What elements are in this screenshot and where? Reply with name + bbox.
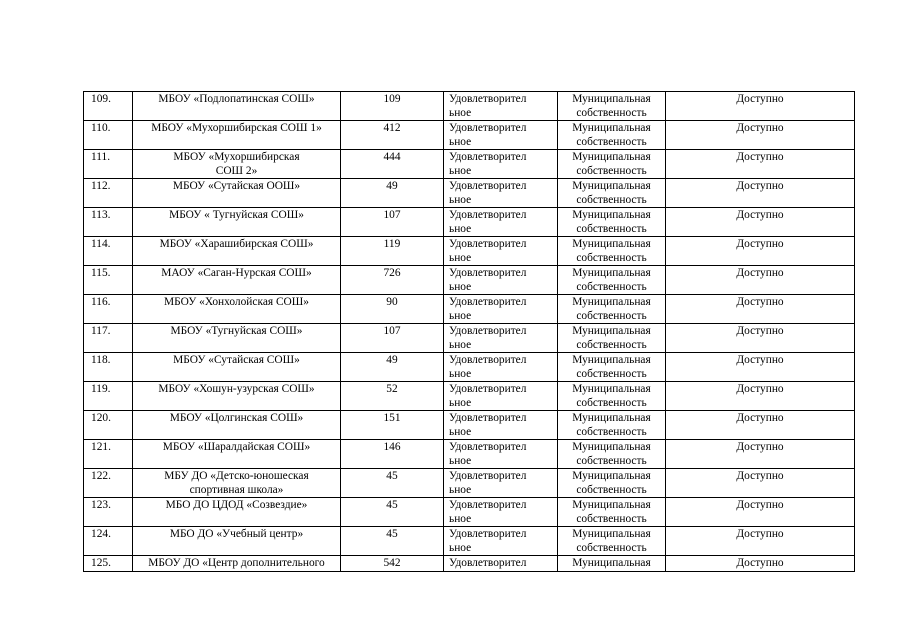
condition-cell bbox=[444, 121, 558, 150]
condition-cell bbox=[444, 324, 558, 353]
condition-line: ьное bbox=[449, 542, 472, 554]
condition-line: ьное bbox=[449, 426, 472, 438]
ownership-line: Муниципальная bbox=[572, 557, 651, 569]
capacity-cell: 726 bbox=[341, 266, 444, 295]
condition-line: Удовлетворител bbox=[449, 354, 527, 366]
table-row bbox=[84, 498, 855, 527]
condition-line: Удовлетворител bbox=[449, 528, 527, 540]
row-number-cell: 118. bbox=[84, 353, 133, 382]
ownership-cell bbox=[558, 179, 666, 208]
condition-cell bbox=[444, 556, 558, 572]
ownership-line: собственность bbox=[576, 107, 647, 119]
institution-name-line: МБОУ «Хошун-узурская СОШ» bbox=[158, 383, 315, 395]
row-number-cell: 124. bbox=[84, 527, 133, 556]
condition-line: ьное bbox=[449, 281, 472, 293]
condition-line: ьное bbox=[449, 455, 472, 467]
ownership-line: собственность bbox=[576, 194, 647, 206]
table-row bbox=[84, 150, 855, 179]
capacity-cell: 542 bbox=[341, 556, 444, 572]
condition-line: Удовлетворител bbox=[449, 180, 527, 192]
condition-line: Удовлетворител bbox=[449, 93, 527, 105]
ownership-line: Муниципальная bbox=[572, 441, 651, 453]
condition-line: ьное bbox=[449, 223, 472, 235]
condition-cell bbox=[444, 498, 558, 527]
capacity-cell: 52 bbox=[341, 382, 444, 411]
ownership-cell bbox=[558, 92, 666, 121]
ownership-line: собственность bbox=[576, 281, 647, 293]
condition-cell bbox=[444, 295, 558, 324]
ownership-line: Муниципальная bbox=[572, 325, 651, 337]
institution-name-line: МАОУ «Саган-Нурская СОШ» bbox=[161, 267, 312, 279]
ownership-cell bbox=[558, 556, 666, 572]
accessibility-cell: Доступно bbox=[666, 237, 855, 266]
condition-line: ьное bbox=[449, 397, 472, 409]
ownership-line: собственность bbox=[576, 484, 647, 496]
accessibility-cell: Доступно bbox=[666, 382, 855, 411]
table-row bbox=[84, 208, 855, 237]
accessibility-cell: Доступно bbox=[666, 527, 855, 556]
institution-name-cell bbox=[133, 179, 341, 208]
institution-name-cell bbox=[133, 440, 341, 469]
table-row bbox=[84, 237, 855, 266]
capacity-cell: 444 bbox=[341, 150, 444, 179]
institution-name-line: МБОУ «Подлопатинская СОШ» bbox=[158, 93, 315, 105]
ownership-line: Муниципальная bbox=[572, 412, 651, 424]
institution-name-cell bbox=[133, 382, 341, 411]
condition-line: ьное bbox=[449, 368, 472, 380]
ownership-line: Муниципальная bbox=[572, 180, 651, 192]
ownership-cell bbox=[558, 324, 666, 353]
ownership-line: Муниципальная bbox=[572, 499, 651, 511]
capacity-cell: 412 bbox=[341, 121, 444, 150]
capacity-cell: 109 bbox=[341, 92, 444, 121]
ownership-line: Муниципальная bbox=[572, 209, 651, 221]
accessibility-cell: Доступно bbox=[666, 440, 855, 469]
condition-line: Удовлетворител bbox=[449, 499, 527, 511]
condition-line: Удовлетворител bbox=[449, 412, 527, 424]
institution-name-line: МБОУ ДО «Центр дополнительного bbox=[148, 557, 325, 569]
condition-cell bbox=[444, 266, 558, 295]
accessibility-cell: Доступно bbox=[666, 556, 855, 572]
ownership-cell bbox=[558, 498, 666, 527]
row-number-cell: 116. bbox=[84, 295, 133, 324]
institution-name-cell bbox=[133, 208, 341, 237]
institutions-table bbox=[83, 91, 855, 572]
row-number-cell: 117. bbox=[84, 324, 133, 353]
row-number-cell: 121. bbox=[84, 440, 133, 469]
institution-name-line: СОШ 2» bbox=[215, 165, 258, 177]
capacity-cell: 107 bbox=[341, 324, 444, 353]
ownership-cell bbox=[558, 208, 666, 237]
institution-name-cell bbox=[133, 527, 341, 556]
accessibility-cell: Доступно bbox=[666, 411, 855, 440]
row-number-cell: 114. bbox=[84, 237, 133, 266]
condition-line: ьное bbox=[449, 484, 472, 496]
institution-name-cell bbox=[133, 295, 341, 324]
condition-line: ьное bbox=[449, 339, 472, 351]
condition-cell bbox=[444, 527, 558, 556]
table-row bbox=[84, 121, 855, 150]
table-row bbox=[84, 382, 855, 411]
condition-line: Удовлетворител bbox=[449, 122, 527, 134]
capacity-cell: 45 bbox=[341, 527, 444, 556]
ownership-line: собственность bbox=[576, 136, 647, 148]
ownership-cell bbox=[558, 382, 666, 411]
ownership-line: Муниципальная bbox=[572, 296, 651, 308]
table-row bbox=[84, 353, 855, 382]
ownership-line: собственность bbox=[576, 339, 647, 351]
ownership-line: собственность bbox=[576, 397, 647, 409]
ownership-line: Муниципальная bbox=[572, 528, 651, 540]
table-row bbox=[84, 179, 855, 208]
institution-name-line: МБОУ «Сутайская СОШ» bbox=[173, 354, 300, 366]
capacity-cell: 49 bbox=[341, 353, 444, 382]
ownership-line: собственность bbox=[576, 310, 647, 322]
ownership-cell bbox=[558, 295, 666, 324]
condition-cell bbox=[444, 208, 558, 237]
table-row bbox=[84, 266, 855, 295]
row-number-cell: 110. bbox=[84, 121, 133, 150]
table-row bbox=[84, 556, 855, 572]
condition-line: ьное bbox=[449, 252, 472, 264]
institution-name-line: МБОУ « Тугнуйская СОШ» bbox=[169, 209, 304, 221]
institution-name-line: спортивная школа» bbox=[189, 484, 284, 496]
accessibility-cell: Доступно bbox=[666, 92, 855, 121]
condition-cell bbox=[444, 440, 558, 469]
institution-name-cell bbox=[133, 353, 341, 382]
table-row bbox=[84, 92, 855, 121]
institution-name-cell bbox=[133, 498, 341, 527]
ownership-cell bbox=[558, 411, 666, 440]
ownership-line: собственность bbox=[576, 455, 647, 467]
institution-name-cell bbox=[133, 92, 341, 121]
institution-name-line: МБУ ДО «Детско-юношеская bbox=[164, 470, 309, 482]
capacity-cell: 107 bbox=[341, 208, 444, 237]
institution-name-line: МБОУ «Тугнуйская СОШ» bbox=[170, 325, 303, 337]
ownership-cell bbox=[558, 440, 666, 469]
ownership-line: собственность bbox=[576, 513, 647, 525]
condition-line: Удовлетворител bbox=[449, 325, 527, 337]
ownership-cell bbox=[558, 469, 666, 498]
ownership-cell bbox=[558, 353, 666, 382]
ownership-cell bbox=[558, 527, 666, 556]
institution-name-line: МБОУ «Цолгинская СОШ» bbox=[169, 412, 304, 424]
ownership-cell bbox=[558, 266, 666, 295]
accessibility-cell: Доступно bbox=[666, 150, 855, 179]
row-number-cell: 120. bbox=[84, 411, 133, 440]
table-row bbox=[84, 324, 855, 353]
condition-line: Удовлетворител bbox=[449, 238, 527, 250]
institution-name-line: МБО ДО ЦДОД «Созвездие» bbox=[165, 499, 308, 511]
condition-line: ьное bbox=[449, 107, 472, 119]
row-number-cell: 119. bbox=[84, 382, 133, 411]
table-row bbox=[84, 469, 855, 498]
table-row bbox=[84, 527, 855, 556]
condition-line: ьное bbox=[449, 136, 472, 148]
ownership-line: собственность bbox=[576, 368, 647, 380]
institution-name-line: МБО ДО «Учебный центр» bbox=[169, 528, 304, 540]
institution-name-cell bbox=[133, 324, 341, 353]
institution-name-cell bbox=[133, 411, 341, 440]
institution-name-line: МБОУ «Хонхолойская СОШ» bbox=[164, 296, 309, 308]
condition-line: ьное bbox=[449, 310, 472, 322]
condition-line: Удовлетворител bbox=[449, 267, 527, 279]
ownership-line: собственность bbox=[576, 426, 647, 438]
condition-cell bbox=[444, 237, 558, 266]
condition-line: ьное bbox=[449, 165, 472, 177]
table-row bbox=[84, 295, 855, 324]
accessibility-cell: Доступно bbox=[666, 295, 855, 324]
condition-line: Удовлетворител bbox=[449, 383, 527, 395]
institution-name-cell bbox=[133, 469, 341, 498]
capacity-cell: 146 bbox=[341, 440, 444, 469]
institution-name-line: МБОУ «Харашибирская СОШ» bbox=[159, 238, 314, 250]
condition-cell bbox=[444, 411, 558, 440]
row-number-cell: 115. bbox=[84, 266, 133, 295]
condition-line: Удовлетворител bbox=[449, 296, 527, 308]
ownership-line: Муниципальная bbox=[572, 470, 651, 482]
institution-name-line: МБОУ «Мухоршибирская bbox=[173, 151, 300, 163]
ownership-line: Муниципальная bbox=[572, 122, 651, 134]
condition-line: Удовлетворител bbox=[449, 441, 527, 453]
ownership-line: Муниципальная bbox=[572, 93, 651, 105]
condition-line: Удовлетворител bbox=[449, 470, 527, 482]
condition-cell bbox=[444, 382, 558, 411]
condition-line: ьное bbox=[449, 194, 472, 206]
capacity-cell: 90 bbox=[341, 295, 444, 324]
institution-name-cell bbox=[133, 237, 341, 266]
condition-cell bbox=[444, 179, 558, 208]
capacity-cell: 49 bbox=[341, 179, 444, 208]
condition-line: Удовлетворител bbox=[449, 209, 527, 221]
accessibility-cell: Доступно bbox=[666, 179, 855, 208]
accessibility-cell: Доступно bbox=[666, 324, 855, 353]
ownership-line: собственность bbox=[576, 223, 647, 235]
ownership-line: Муниципальная bbox=[572, 354, 651, 366]
condition-line: Удовлетворител bbox=[449, 151, 527, 163]
capacity-cell: 45 bbox=[341, 469, 444, 498]
institution-name-cell bbox=[133, 266, 341, 295]
row-number-cell: 112. bbox=[84, 179, 133, 208]
table-row bbox=[84, 440, 855, 469]
ownership-line: Муниципальная bbox=[572, 383, 651, 395]
condition-cell bbox=[444, 353, 558, 382]
institution-name-cell bbox=[133, 556, 341, 572]
ownership-cell bbox=[558, 150, 666, 179]
ownership-line: собственность bbox=[576, 542, 647, 554]
condition-line: Удовлетворител bbox=[449, 557, 527, 569]
table-row bbox=[84, 411, 855, 440]
institution-name-line: МБОУ «Сутайская ООШ» bbox=[172, 180, 301, 192]
ownership-cell bbox=[558, 237, 666, 266]
capacity-cell: 151 bbox=[341, 411, 444, 440]
institution-name-line: МБОУ «Шаралдайская СОШ» bbox=[162, 441, 311, 453]
row-number-cell: 111. bbox=[84, 150, 133, 179]
ownership-line: Муниципальная bbox=[572, 238, 651, 250]
condition-cell bbox=[444, 92, 558, 121]
institution-name-cell bbox=[133, 121, 341, 150]
condition-cell bbox=[444, 469, 558, 498]
row-number-cell: 109. bbox=[84, 92, 133, 121]
accessibility-cell: Доступно bbox=[666, 208, 855, 237]
institution-name-line: МБОУ «Мухоршибирская СОШ 1» bbox=[151, 122, 322, 134]
condition-line: ьное bbox=[449, 513, 472, 525]
ownership-line: Муниципальная bbox=[572, 267, 651, 279]
condition-cell bbox=[444, 150, 558, 179]
row-number-cell: 125. bbox=[84, 556, 133, 572]
capacity-cell: 45 bbox=[341, 498, 444, 527]
row-number-cell: 123. bbox=[84, 498, 133, 527]
ownership-cell bbox=[558, 121, 666, 150]
row-number-cell: 113. bbox=[84, 208, 133, 237]
row-number-cell: 122. bbox=[84, 469, 133, 498]
ownership-line: собственность bbox=[576, 165, 647, 177]
institutions-table-body bbox=[84, 92, 855, 572]
accessibility-cell: Доступно bbox=[666, 353, 855, 382]
accessibility-cell: Доступно bbox=[666, 121, 855, 150]
institution-name-cell bbox=[133, 150, 341, 179]
accessibility-cell: Доступно bbox=[666, 266, 855, 295]
capacity-cell: 119 bbox=[341, 237, 444, 266]
ownership-line: Муниципальная bbox=[572, 151, 651, 163]
accessibility-cell: Доступно bbox=[666, 469, 855, 498]
accessibility-cell: Доступно bbox=[666, 498, 855, 527]
ownership-line: собственность bbox=[576, 252, 647, 264]
